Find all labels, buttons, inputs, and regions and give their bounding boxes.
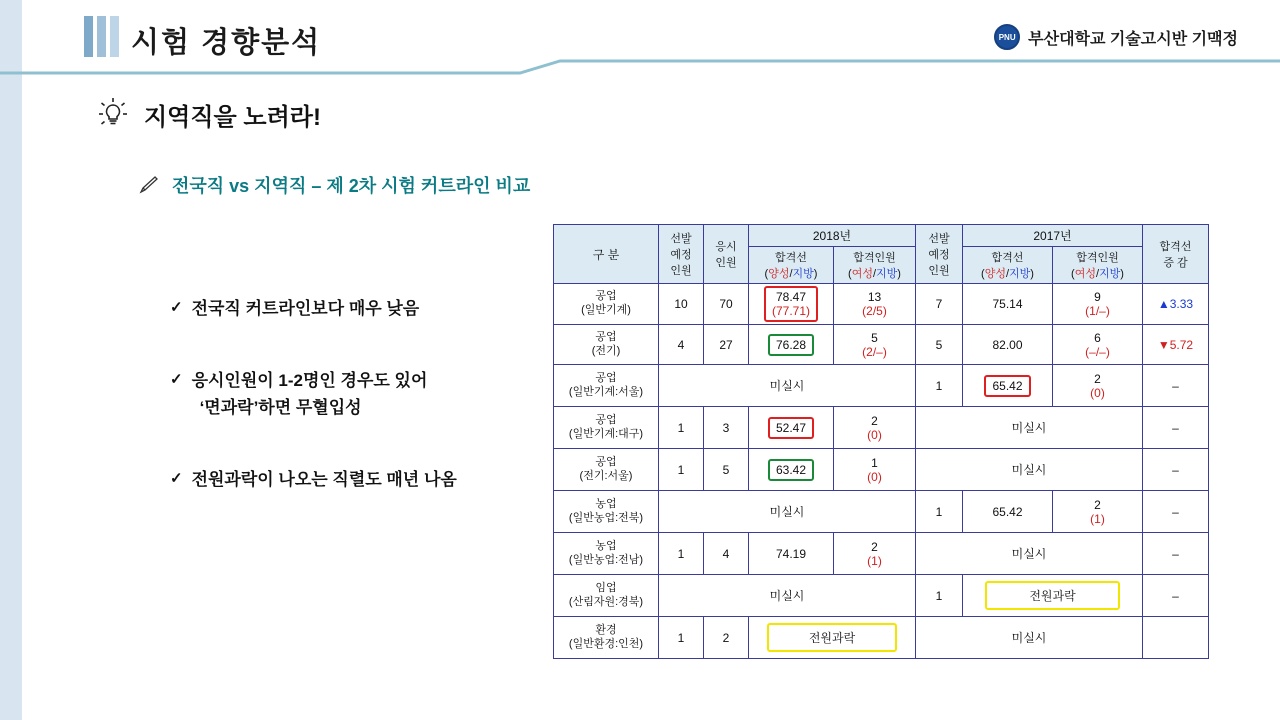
check-icon: ✓ [170, 470, 183, 488]
cell-not-held-2017: 미실시 [916, 617, 1143, 659]
bullet-list [170, 296, 550, 539]
bullet-text [192, 368, 428, 421]
cell-passers-2018: 5 (2/–) [834, 325, 916, 365]
list-item [170, 368, 550, 421]
cell-all-fail-2018: 전원과락 [749, 617, 916, 659]
th-passers-2018: 합격인원 (여성/지방) [834, 247, 916, 284]
cell-not-held-2018: 미실시 [659, 575, 916, 617]
check-icon: ✓ [170, 371, 183, 389]
cell-planned-2017: 1 [916, 491, 963, 533]
sub-heading-row [138, 172, 530, 198]
cell-applicants-2018: 3 [704, 407, 749, 449]
bullet-text: 전국직 커트라인보다 매우 낮음 [191, 299, 420, 318]
title-bars-icon [84, 16, 119, 57]
list-item [170, 296, 550, 322]
cell-planned-2017: 5 [916, 325, 963, 365]
table-row [554, 617, 1209, 659]
row-name: 농업 (일반농업:전북) [554, 491, 659, 533]
row-name: 농업 (일반농업:전남) [554, 533, 659, 575]
th-division: 구 분 [554, 225, 659, 284]
row-name: 환경 (일반환경:인천) [554, 617, 659, 659]
bullet-text-line2: ‘면과락’하면 무혈입성 [199, 397, 362, 417]
brand [994, 24, 1238, 50]
th-year-2017: 2017년 [963, 225, 1143, 247]
table-row [554, 491, 1209, 533]
cell-planned-2018: 1 [659, 533, 704, 575]
cell-passers-2018: 13 (2/5) [834, 284, 916, 325]
comparison-table [553, 224, 1209, 659]
th-diff: 합격선 증 감 [1143, 225, 1209, 284]
cell-cutline-2018: 63.42 [749, 449, 834, 491]
sub-heading-text: 전국직 vs 지역직 – 제 2차 시험 커트라인 비교 [172, 176, 531, 196]
cell-applicants-2018: 70 [704, 284, 749, 325]
cell-cutline-2018: 74.19 [749, 533, 834, 575]
th-planned-2017: 선발 예정 인원 [916, 225, 963, 284]
cell-planned-2017: 1 [916, 365, 963, 407]
row-name: 공업 (전기) [554, 325, 659, 365]
table-header-row [554, 225, 1209, 247]
cell-not-held-2018: 미실시 [659, 491, 916, 533]
cell-planned-2017: 1 [916, 575, 963, 617]
cell-passers-2018: 1 (0) [834, 449, 916, 491]
cell-all-fail-2017: 전원과락 [963, 575, 1143, 617]
left-accent-bar [0, 0, 22, 720]
th-cutline-2018: 합격선 (양성/지방) [749, 247, 834, 284]
cell-cutline-2017: 75.14 [963, 284, 1053, 325]
cell-not-held-2017: 미실시 [916, 449, 1143, 491]
table-row [554, 365, 1209, 407]
table-row [554, 325, 1209, 365]
th-planned-2018: 선발 예정 인원 [659, 225, 704, 284]
table-row [554, 449, 1209, 491]
cell-planned-2017: 7 [916, 284, 963, 325]
cell-diff: – [1143, 533, 1209, 575]
cell-applicants-2018: 4 [704, 533, 749, 575]
cell-passers-2017: 2 (1) [1053, 491, 1143, 533]
cell-passers-2017: 6 (–/–) [1053, 325, 1143, 365]
cell-diff: – [1143, 407, 1209, 449]
cell-cutline-2018: 52.47 [749, 407, 834, 449]
row-name: 공업 (일반기계) [554, 284, 659, 325]
university-logo-icon: PNU [994, 24, 1020, 50]
cell-passers-2017: 9 (1/–) [1053, 284, 1143, 325]
cell-planned-2018: 1 [659, 449, 704, 491]
check-icon: ✓ [170, 299, 183, 316]
bulb-heading-text: 지역직을 노려라! [144, 103, 321, 131]
th-applicants-2018: 응시 인원 [704, 225, 749, 284]
row-name: 공업 (일반기계:서울) [554, 365, 659, 407]
row-name: 공업 (일반기계:대구) [554, 407, 659, 449]
cell-passers-2018: 2 (1) [834, 533, 916, 575]
cell-diff: – [1143, 365, 1209, 407]
cell-diff: – [1143, 449, 1209, 491]
cell-diff: – [1143, 575, 1209, 617]
cell-cutline-2017: 65.42 [963, 365, 1053, 407]
slide-header [0, 0, 1280, 72]
cell-planned-2018: 4 [659, 325, 704, 365]
table-row [554, 407, 1209, 449]
th-year-2018: 2018년 [749, 225, 916, 247]
page-title: 시험 경향분석 [131, 27, 322, 59]
row-name: 공업 (전기:서울) [554, 449, 659, 491]
th-cutline-2017: 합격선 (양성/지방) [963, 247, 1053, 284]
th-passers-2017: 합격인원 (여성/지방) [1053, 247, 1143, 284]
cell-passers-2018: 2 (0) [834, 407, 916, 449]
brand-text: 부산대학교 기술고시반 기맥정 [1028, 30, 1238, 48]
lightbulb-icon [96, 96, 130, 132]
cell-applicants-2018: 27 [704, 325, 749, 365]
cell-not-held-2017: 미실시 [916, 407, 1143, 449]
table-row [554, 533, 1209, 575]
cell-diff: – [1143, 491, 1209, 533]
cell-planned-2018: 1 [659, 407, 704, 449]
bullet-text-line1: 응시인원이 1-2명인 경우도 있어 [191, 371, 428, 391]
cell-not-held-2017: 미실시 [916, 533, 1143, 575]
cell-cutline-2018: 78.47 (77.71) [749, 284, 834, 325]
cell-cutline-2017: 65.42 [963, 491, 1053, 533]
table-row [554, 284, 1209, 325]
cell-not-held-2018: 미실시 [659, 365, 916, 407]
row-name: 임업 (산림자원:경북) [554, 575, 659, 617]
bullet-text: 전원과락이 나오는 직렬도 매년 나옴 [191, 470, 457, 490]
cell-applicants-2018: 5 [704, 449, 749, 491]
bulb-heading-row [96, 96, 321, 132]
cell-cutline-2017: 82.00 [963, 325, 1053, 365]
cell-cutline-2018: 76.28 [749, 325, 834, 365]
cell-passers-2017: 2 (0) [1053, 365, 1143, 407]
cell-diff [1143, 617, 1209, 659]
cell-diff: ▼5.72 [1143, 325, 1209, 365]
cell-planned-2018: 10 [659, 284, 704, 325]
list-item [170, 467, 550, 493]
pencil-icon [138, 175, 160, 195]
cell-applicants-2018: 2 [704, 617, 749, 659]
cell-planned-2018: 1 [659, 617, 704, 659]
table-row [554, 575, 1209, 617]
header-divider [0, 58, 1280, 82]
cell-diff: ▲3.33 [1143, 284, 1209, 325]
